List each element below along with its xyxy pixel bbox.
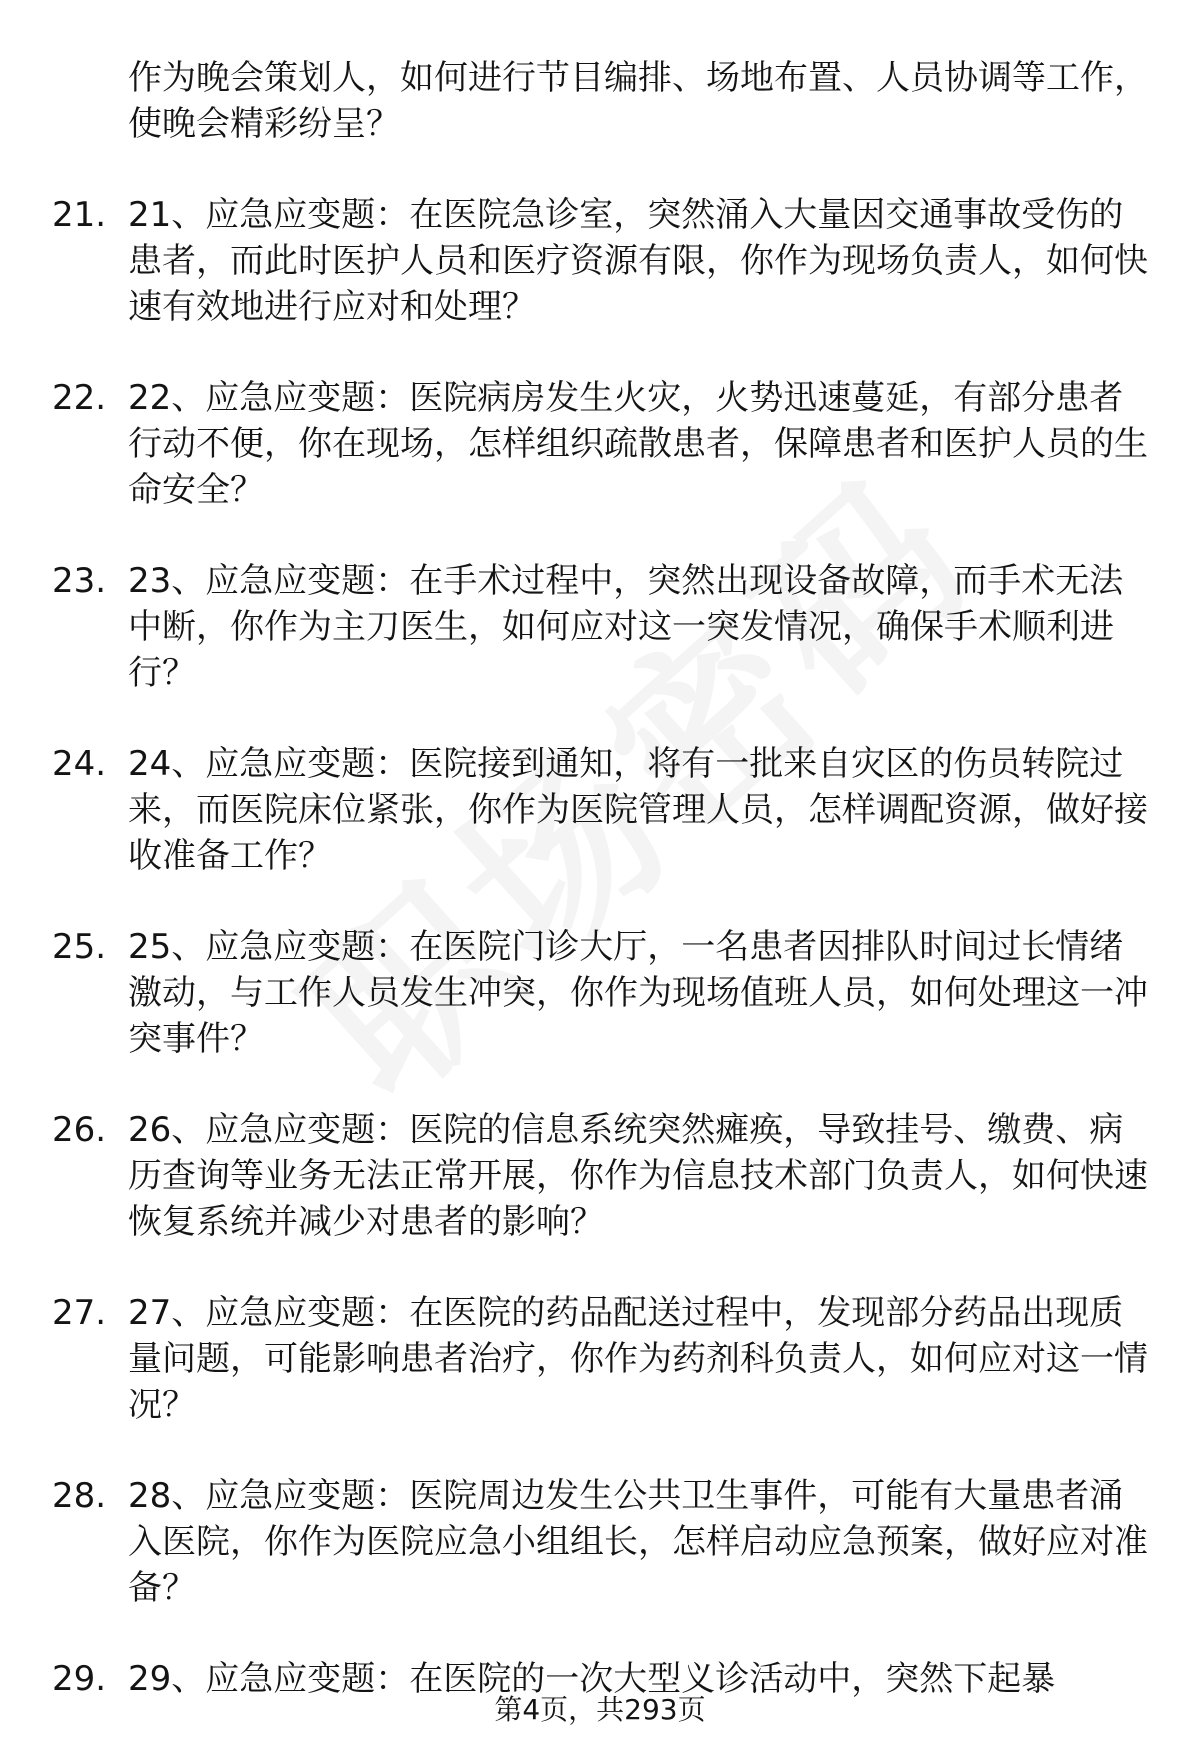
question-number: 27.	[52, 1293, 107, 1333]
question-number: 26.	[52, 1110, 107, 1150]
list-item	[0, 558, 1200, 696]
question-number: 21.	[52, 195, 107, 235]
list-item	[0, 1290, 1200, 1428]
list-item	[0, 924, 1200, 1062]
question-text: 21、应急应变题：在医院急诊室，突然涌入大量因交通事故受伤的患者，而此时医护人员和医疗资源有限，你作为现场负责人，如何快速有效地进行应对和处理？	[128, 195, 1148, 327]
page-footer: 第4页，共293页	[494, 1693, 706, 1726]
question-number: 28.	[52, 1476, 107, 1516]
question-text: 23、应急应变题：在手术过程中，突然出现设备故障，而手术无法中断，你作为主刀医生，如何应对这一突发情况，确保手术顺利进行？	[128, 561, 1124, 693]
question-text: 22、应急应变题：医院病房发生火灾，火势迅速蔓延，有部分患者行动不便，你在现场，怎样组织疏散患者，保障患者和医护人员的生命安全？	[128, 378, 1148, 510]
question-number: 23.	[52, 561, 107, 601]
list-item	[0, 375, 1200, 513]
list-item	[0, 1473, 1200, 1611]
question-text: 25、应急应变题：在医院门诊大厅，一名患者因排队时间过长情绪激动，与工作人员发生冲突，你作为现场值班人员，如何处理这一冲突事件？	[128, 927, 1148, 1059]
question-number: 22.	[52, 378, 107, 418]
page-content	[0, 55, 1200, 1747]
question-number: 29.	[52, 1659, 107, 1699]
question-text: 28、应急应变题：医院周边发生公共卫生事件，可能有大量患者涌入医院，你作为医院应急小组组长，怎样启动应急预案，做好应对准备？	[128, 1476, 1148, 1608]
question-list	[0, 192, 1200, 1702]
question-text: 27、应急应变题：在医院的药品配送过程中，发现部分药品出现质量问题，可能影响患者治疗，你作为药剂科负责人，如何应对这一情况？	[128, 1293, 1148, 1425]
list-item	[0, 741, 1200, 879]
question-text: 24、应急应变题：医院接到通知，将有一批来自灾区的伤员转院过来，而医院床位紧张，你作为医院管理人员，怎样调配资源，做好接收准备工作？	[128, 744, 1148, 876]
list-item	[0, 192, 1200, 330]
question-number: 25.	[52, 927, 107, 967]
continued-question-text: 作为晚会策划人，如何进行节目编排、场地布置、人员协调等工作，使晚会精彩纷呈？	[128, 58, 1148, 144]
list-item	[0, 1107, 1200, 1245]
question-number: 24.	[52, 744, 107, 784]
question-text: 29、应急应变题：在医院的一次大型义诊活动中，突然下起暴	[128, 1659, 1056, 1699]
question-text: 26、应急应变题：医院的信息系统突然瘫痪，导致挂号、缴费、病历查询等业务无法正常开展，你作为信息技术部门负责人，如何快速恢复系统并减少对患者的影响？	[128, 1110, 1148, 1242]
